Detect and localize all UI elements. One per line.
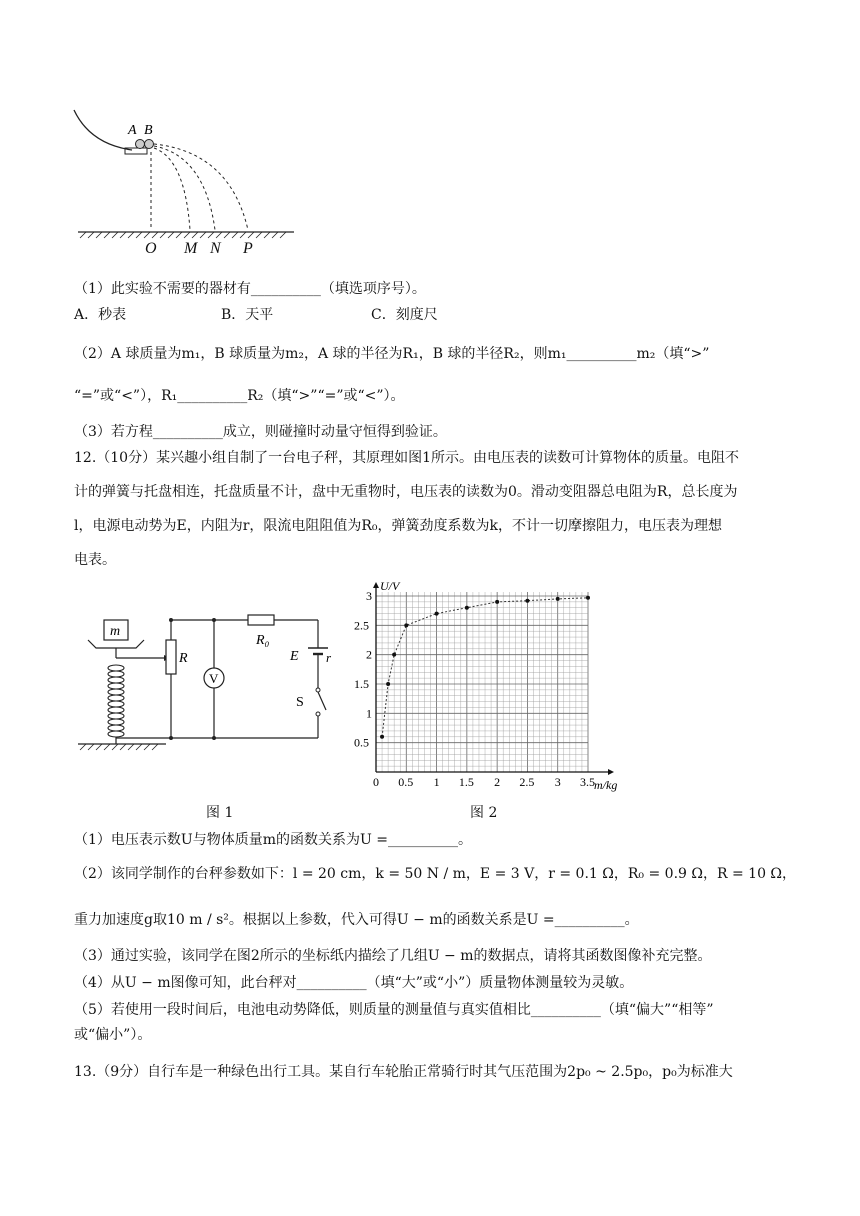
data-point (495, 600, 499, 604)
q12-part5-line2: 或“偏小”）。 (74, 1027, 152, 1043)
label-V: V (209, 671, 219, 686)
chart-y-axis-label: U/V (380, 582, 400, 593)
data-point (392, 653, 396, 657)
q12-intro-line4: 电表。 (74, 552, 116, 568)
data-point (465, 606, 469, 610)
q11-part2-line2: “=”或“<”），R₁__________R₂（填“>”“=”或“<”）。 (74, 388, 405, 404)
q12-intro-line3: l，电源电动势为E，内阻为r，限流电阻阻值为R₀，弹簧劲度系数为k，不计一切摩擦阻力，电压表为理想 (74, 518, 723, 534)
x-tick-label: 2.5 (519, 775, 535, 789)
u-m-chart (340, 582, 640, 797)
label-N: N (210, 240, 221, 257)
circuit-diagram (74, 610, 334, 760)
y-tick-label: 2 (366, 647, 372, 662)
chart-grid (376, 592, 588, 772)
data-point (586, 596, 590, 600)
figure2-caption: 图 2 (470, 805, 498, 821)
chart-axes (373, 582, 614, 775)
q12-part4: （4）从U − m图像可知，此台秤对__________（填“大”或“小”）质量物体测量较为灵敏。 (74, 975, 634, 991)
q13-line1: 13.（9分）自行车是一种绿色出行工具。某自行车轮胎正常骑行时其气压范围为2p₀ ~ 2.5p₀，p₀为标准大 (74, 1064, 733, 1080)
y-tick-label: 2.5 (354, 618, 369, 633)
data-point (404, 623, 408, 627)
q11-option-a: A．秒表 (74, 307, 127, 323)
x-tick-label: 0.5 (398, 775, 414, 789)
q12-part3: （3）通过实验，该同学在图2所示的坐标纸内描绘了几组U − m的数据点，请将其函数图像补充完整。 (74, 948, 712, 964)
label-M: M (184, 240, 198, 257)
data-point (556, 597, 560, 601)
q12-intro-line2: 计的弹簧与托盘相连，托盘质量不计，盘中无重物时，电压表的读数为0。滑动变阻器总电阻为R，总长度为 (74, 484, 738, 500)
data-point (386, 682, 390, 686)
y-tick-label: 1.5 (354, 677, 369, 691)
label-B: B (144, 123, 153, 138)
data-point (435, 612, 439, 616)
label-r: r (326, 650, 332, 665)
data-point (525, 599, 529, 603)
q11-part2-line1: （2）A 球质量为m₁，B 球质量为m₂，A 球的半径为R₁，B 球的半径R₂，则m₁__________m₂（填“>” (74, 346, 710, 362)
x-tick-label: 1 (433, 775, 440, 789)
label-m: m (110, 624, 121, 639)
label-R0: R₀ (256, 633, 270, 648)
y-axis-arrow (373, 582, 379, 588)
q11-option-c: C．刻度尺 (371, 307, 438, 323)
chart-ticks (354, 589, 595, 789)
label-R: R (179, 651, 188, 666)
x-axis-arrow (608, 769, 614, 775)
label-A: A (128, 123, 137, 138)
data-point (380, 735, 384, 739)
q11-part1: （1）此实验不需要的器材有__________（填选项序号）。 (74, 281, 426, 297)
label-O: O (145, 240, 157, 257)
q11-option-b: B．天平 (221, 307, 274, 323)
label-S: S (296, 695, 304, 710)
x-tick-label: 1.5 (458, 775, 474, 789)
y-tick-label: 0.5 (354, 735, 369, 750)
x-tick-label: 2 (494, 775, 501, 789)
y-tick-label: 3 (366, 589, 372, 603)
q12-part5-line1: （5）若使用一段时间后，电池电动势降低，则质量的测量值与真实值相比__________（填“偏大”“相等” (74, 1002, 714, 1018)
figure1-caption: 图 1 (206, 805, 234, 821)
q12-part1: （1）电压表示数U与物体质量m的函数关系为U =__________。 (74, 832, 472, 848)
label-P: P (243, 240, 253, 257)
chart-x-axis-label: m/kg (594, 778, 618, 792)
y-tick-label: 1 (366, 706, 372, 721)
q11-part3: （3）若方程__________成立，则碰撞时动量守恒得到验证。 (74, 424, 447, 440)
x-tick-label: 0 (373, 775, 379, 789)
x-tick-label: 3 (554, 775, 561, 789)
q12-part2-line1: （2）该同学制作的台秤参数如下：l = 20 cm，k = 50 N / m，E = 3 V，r = 0.1 Ω，R₀ = 0.9 Ω，R = 10 Ω， (74, 866, 797, 882)
q12-part2-line2: 重力加速度g取10 m / s²。根据以上参数，代入可得U − m的函数关系是U =__________。 (74, 912, 639, 928)
q12-intro-line1: 12.（10分）某兴趣小组自制了一台电子秤，其原理如图1所示。由电压表的读数可计算物体的质量。电阻不 (74, 450, 739, 466)
x-tick-label: 3.5 (580, 775, 595, 789)
label-E: E (290, 649, 299, 664)
collision-apparatus-figure (70, 104, 300, 239)
